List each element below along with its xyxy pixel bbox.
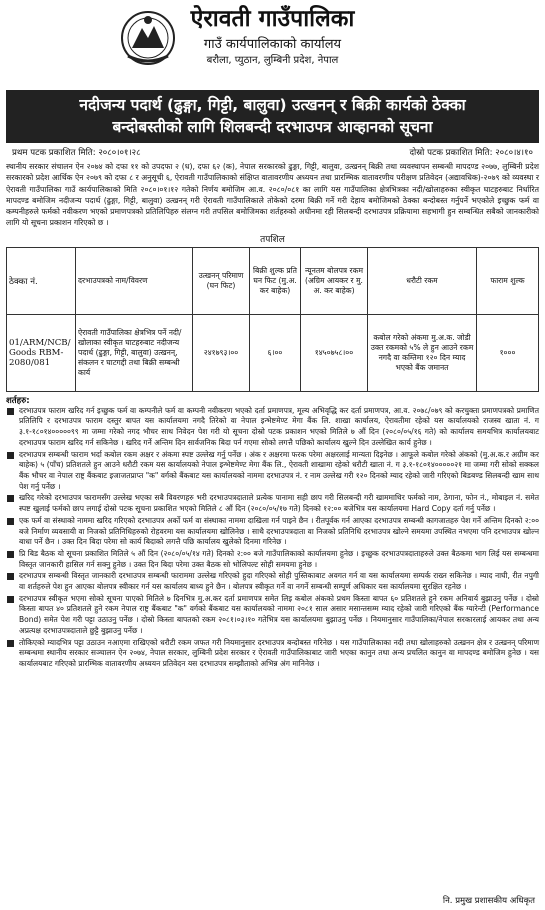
term-item	[6, 493, 539, 514]
nepal-government-emblem-icon	[118, 8, 178, 66]
column-header: फाराम शुल्क	[477, 247, 539, 314]
office-subtitle: गाउँ कार्यपालिकाको कार्यालय	[203, 37, 342, 52]
second-publication-date: दोस्रो पटक प्रकाशित मिति: २०८०।४।१०	[409, 148, 533, 158]
square-bullet-icon	[7, 452, 14, 459]
term-item	[6, 571, 539, 592]
column-header: दरभाउपत्रको नाम/विवरण	[76, 247, 193, 314]
square-bullet-icon	[7, 551, 14, 558]
table-row	[7, 314, 539, 391]
square-bullet-icon	[7, 495, 14, 502]
term-text: दरभाउपत्र सम्बन्धी फाराम भर्दा कबोल रकम अक्षर र अंकमा स्पष्ट उल्लेख गर्नु पर्नेछ । अंक र अक्षरमा फरक परेमा अक्षरलाई मान्यता दिइनेछ । आफूले कबोल गरेको अंकको (मु.अ.क.र अग्रीम कर बाहेक) ५ (पाँच) प्रतिशतले हुन आउने धरौटी रकम यस कार्यालयको नेपाल इन्भेष्टमेण्ट मेगा बैंक लि., ऐरावती शाखामा रहेको धरौटी खाता नं. ग ३.१-१८०१४०००००२१ मा जम्मा गरी सोको सक्कल बैंक भौचर वा नेपाल राष्ट्र बैंकबाट इजाजतप्राप्त "क" वर्गको बैंकबाट यस कार्यालयको नाममा दरभाउपत्र नं. र नाम उल्लेख गरी १२० दिनको म्याद रहेको जारी गरिएको बिडबण्ड सिलबन्दी खाम साथ पेश गर्नु पर्नेछ ।	[19, 449, 539, 491]
square-bullet-icon	[7, 596, 14, 603]
rate-cell: ६।००	[250, 314, 301, 391]
first-publication-date: प्रथम पटक प्रकाशित मिति: २०८०।०१।२८	[12, 148, 141, 158]
square-bullet-icon	[7, 408, 14, 415]
column-header: उत्खनन् परिमाण (घन फिट)	[193, 247, 250, 314]
quantity-cell: २४१७९३।००	[193, 314, 250, 391]
term-item	[6, 594, 539, 637]
column-header: धरौटी रकम	[368, 247, 477, 314]
term-text: एक फर्म वा संस्थाको नाममा खरिद गरिएको दरभाउपत्र अर्को फर्म वा संस्थाका नाममा दाखिला गर्न पाइने छैन । रीतपूर्वक गर्न आएका दरभाउपत्र सम्बन्धी कागजातहरु पेश गर्ने अन्तिम दिनको २:०० बजे निर्माण व्यवसायी वा निजको प्रतिनिधिहरुको रोहवरमा यस कार्यालयमा खोलिनेछ । साथै दरभाउपत्रदाता वा निजको प्रतिनिधि दरभाउपत्र खोल्ने समयमा उपस्थित नभएमा पनि दरभाउपत्र खोल्न बाधा पर्ने छैन । उक्त दिन बिदा परेमा सो कार्य बिदाको लगत्तै पछि कार्यालय खुलेको दिनमा गरिनेछ ।	[19, 515, 539, 547]
table-caption: तपशिल	[260, 234, 285, 245]
minimum-bid-cell: १४५०७५८।००	[301, 314, 368, 391]
contract-number-cell: 01/ARM/NCB/ Goods RBM- 2080/081	[7, 314, 76, 391]
term-item	[6, 549, 539, 570]
term-text: प्रि बिड बैठक यो सूचना प्रकाशित मितिले ५ औं दिन (२०८०/०५/१४ गते) दिनको २:०० बजे गाउँपालिकाको कार्यालयमा हुनेछ । इच्छुक दरभाउपत्रदाताहरुले उक्त बैठकमा भाग लिई यस सम्बन्धमा विस्तृत जानकारी हासिल गर्न सक्नु हुनेछ । उक्त दिन बिदा परेमा उक्त बैठक सो भोलिपल्ट सोही समयमा हुनेछ ।	[19, 548, 539, 569]
table-header-row	[7, 247, 539, 314]
intro-paragraph: स्थानीय सरकार संचालन ऐन २०७४ को दफा ११ को उपदफा २ (ध), दफा ६२ (क), नेपाल सरकारको ढुङ्गा, गिट्टी, बालुवा, उत्खनन् बिक्री तथा व्यवस्थापन सम्बन्धी मापदण्ड २०७७, लुम्बिनी प्रदेश सरकारको प्रदेश आर्थिक ऐन २०७९ को दफा ८ र अनुसूची ६, ऐरावती गाउँपालिकाको संक्षिप्त वातावरणीय अध्ययन तथा प्रारम्भिक वातावरणीय परीक्षण प्रतिवेदन (अद्यावधिक)-२०७९ को व्यवस्था र ऐरावती गाउँपालिका गाउँ कार्यपालिकाको मिति २०८०।०१।१२ गतेको निर्णय बमोजिम आ.व. २०८०/०८१ का लागि यस गाउँपालिका क्षेत्रभित्रका नदी/खोलाहरुका स्वीकृत घाटहरुबाट निर्धारित मापदण्ड बमोजिम नदीजन्य पदार्थ (ढुङ्गा, गिट्टी, बालुवा) उत्खनन् गरी ऐरावती गाउँपालिकाले तोकेको दरमा बिक्री गर्ने गरी देहाय बमोजिमको ठेक्का बन्दोबस्त गर्नुपर्ने भएकोले इच्छुक फर्म वा कम्पनीहरुले फर्मको नवीकरण भएको प्रमाणपत्रको प्रतिलिपिहरु संलग्न गरी तपसिल बमोजिमका शर्तहरुको अधीनमा रही सिलबन्दी दरभाउपत्र प्रक्रियामा सहभागी हुन सम्बन्धित सबैको जानकारीको लागि यो सूचना प्रकाशन गरिएको छ ।	[6, 162, 539, 228]
office-title: ऐरावती गाउँपालिका	[190, 6, 355, 32]
terms-heading: शर्तहरु:	[6, 395, 30, 406]
term-item	[6, 516, 539, 548]
office-header	[6, 4, 539, 88]
contract-table	[6, 247, 539, 392]
deposit-cell: कबोल गरेको अंकमा मु.अ.क. जोडी उक्त रकमको ५% ले हुन आउने रकम नगदै वा कम्तिमा १२० दिन म्याद भएको बैंक जमानत	[368, 314, 477, 391]
terms-list	[6, 406, 539, 670]
description-cell: ऐरावती गाउँपालिका क्षेत्रभित्र पर्ने नदी/खोलाका स्वीकृत घाटहरुबाट नदीजन्य पदार्थ (ढुङ्गा, गिट्टी, बालुवा) उत्खनन्, संकलन र घाटगद्दी तथा बिक्री सम्बन्धी कार्य	[76, 314, 193, 391]
square-bullet-icon	[7, 573, 14, 580]
form-fee-cell: १०००	[477, 314, 539, 391]
term-text: दरभाउपत्र सम्बन्धी विस्तृत जानकारी दरभाउपत्र सम्बन्धी फाराममा उल्लेख गरिएको हुदा गरिएको सोही पुस्तिकाबाट अवगत गर्न वा यस कार्यालयमा सम्पर्क राख्न सकिनेछ । म्याद नाघी, रीत नपुगी वा शर्तहरुले पेश हुन आएका बोलपत्र स्वीकार गर्न यस कार्यालय बाध्य हुने छैन । बोलपत्र स्वीकृत गर्ने वा नगर्ने सम्बन्धी सम्पूर्ण अधिकार यस कार्यालयमा सुरक्षित रहनेछ ।	[19, 571, 539, 592]
column-header: बिक्री शुल्क प्रति घन फिट (मु.अ. कर बाहेक)	[250, 247, 301, 314]
term-text: तोकिएको म्यादभित्र पट्टा उठाउन नआएमा राखिएको धरौटी रकम जफत गरी नियमानुसार दरभाउपत्र बन्दोबस्त गरिनेछ । यस गाउँपालिकाका नदी तथा खोलाहरुको उत्खनन क्षेत्र र उत्खनन् परिमाण सम्बन्धमा स्थानीय सरकार सञ्चालन ऐन २०७४, नेपाल सरकार, लुम्बिनी प्रदेश सरकार र ऐरावती गाउँपालिकाबाट जारी भएका कानुन तथा अन्य प्रचलित कानुन वा मापदण्ड बमोजिम हुनेछ । यस कार्यालयबाट गरिएको प्रारम्भिक वातावरणीय अध्ययन प्रतिवेदन यस दरभाउपत्र सम्झौताको अभिन्न अंग मानिनेछ ।	[19, 637, 539, 668]
publication-dates	[6, 147, 539, 160]
office-address: बरौला, प्युठान, लुम्बिनी प्रदेश, नेपाल	[206, 55, 339, 66]
term-text: खरिद गरेको दरभाउपत्र फारामसँग उल्लेख भएका सबै विवरणहरु भरी दरभाउपत्रदाताले प्रत्येक पानामा सही छाप गरी सिलबन्दी गरी खाममाथिर फर्मको नाम, ठेगाना, फोन नं., मोबाइल नं. समेत स्पष्ट खुलाई फर्मको छाप लगाई दोस्रो पटक सूचना प्रकाशित भएको मितिले ८ औं दिन (२०८०/०५/१७ गते) दिनको १२:०० बजेभित्र यस कार्यालयमा Hard Copy दर्ता गर्नु पर्नेछ ।	[19, 493, 539, 514]
term-item	[6, 638, 539, 670]
term-text: दरभाउपत्र फाराम खरिद गर्न इच्छुक फर्म वा कम्पनीले फर्म वा कम्पनी नवीकरण भएको दर्ता प्रमाणपत्र, मूल्य अभिवृद्धि कर दर्ता प्रमाणपत्र, आ.व. २०७८/०७९ को करचुक्ता प्रमाणपत्रको प्रमाणित प्रतिलिपि र दरभाउपत्र फाराम दस्तुर बापत यस कार्यालयमा नगदै तिरेको वा नेपाल इन्भेष्टमेण्ट मेगा बैंक लि. शाखा कार्यालय, ऐरावतीमा रहेको यस कार्यालयको राजस्व खाता नं. ग ३.१-१८०१४०००००९९ मा जम्मा गरेको नगद भौचर साथ निवेदन पेश गरी यो सूचना दोस्रो पटक प्रकाशन भएको मितिले ७ औं दिन (२०८०/०५/१६ गते) को कार्यालय समयभित्र कार्यालयबाट दरभाउपत्र फाराम खरिद गर्न सकिनेछ । खरिद गर्ने अन्तिम दिन सार्वजनिक बिदा पर्न गएमा सोको लगत्तै पछिको कार्यालय खुल्ने दिन उल्लेखित कार्य हुनेछ ।	[19, 405, 539, 447]
signoff: नि. प्रमुख प्रशासकीय अधिकृत	[442, 896, 535, 906]
square-bullet-icon	[7, 640, 14, 647]
term-item	[6, 406, 539, 449]
column-header: न्यूनतम बोलपत्र रकम (अग्रिम आयकर र मु. अ. कर बाहेक)	[301, 247, 368, 314]
notice-title-line-2: बन्दोबस्तीको लागि शिलबन्दी दरभाउपत्र आव्हानको सूचना	[112, 118, 433, 136]
notice-title-banner	[6, 90, 539, 143]
term-text: दरभाउपत्र स्वीकृत भएमा सोको सूचना पाएको मितिले ७ दिनभित्र मु.अ.कर दर्ता प्रमाणपत्र समेत लिइ कबोल अंकको प्रथम किस्ता बापत ६० प्रतिशतले हुने रकम अनिवार्य बुझाउनु पर्नेछ । दोस्रो किस्ता बापत ४० प्रतिशतले हुने रकम नेपाल राष्ट्र बैंकबाट "क" वर्गको बैंकबाट यस कार्यालयको नाममा २०८१ साल असार मसान्तसम्म म्याद रहेको जारी गरिएको बैंक ग्यारेन्टी (Performance Bond) समेत पेश गरी पट्टा उठाउनु पर्नेछ । दोस्रो किस्ता बापतको रकम २०८१।०३।१० गतेभित्र यस कार्यालयमा बुझाउनु पर्नेछ । नियमानुसार गाउँपालिका/नेपाल सरकारलाई आयकर तथा अन्य अप्रत्यक्ष दरभाउपत्रदाताले छुट्टै बुझाउनु पर्नेछ ।	[19, 593, 539, 635]
column-header: ठेक्का नं.	[7, 247, 76, 314]
square-bullet-icon	[7, 518, 14, 525]
notice-title-line-1: नदीजन्य पदार्थ (ढुङ्गा, गिट्टी, बालुवा) उत्खनन् र बिक्री कार्यको ठेक्का	[79, 96, 466, 114]
term-item	[6, 450, 539, 493]
